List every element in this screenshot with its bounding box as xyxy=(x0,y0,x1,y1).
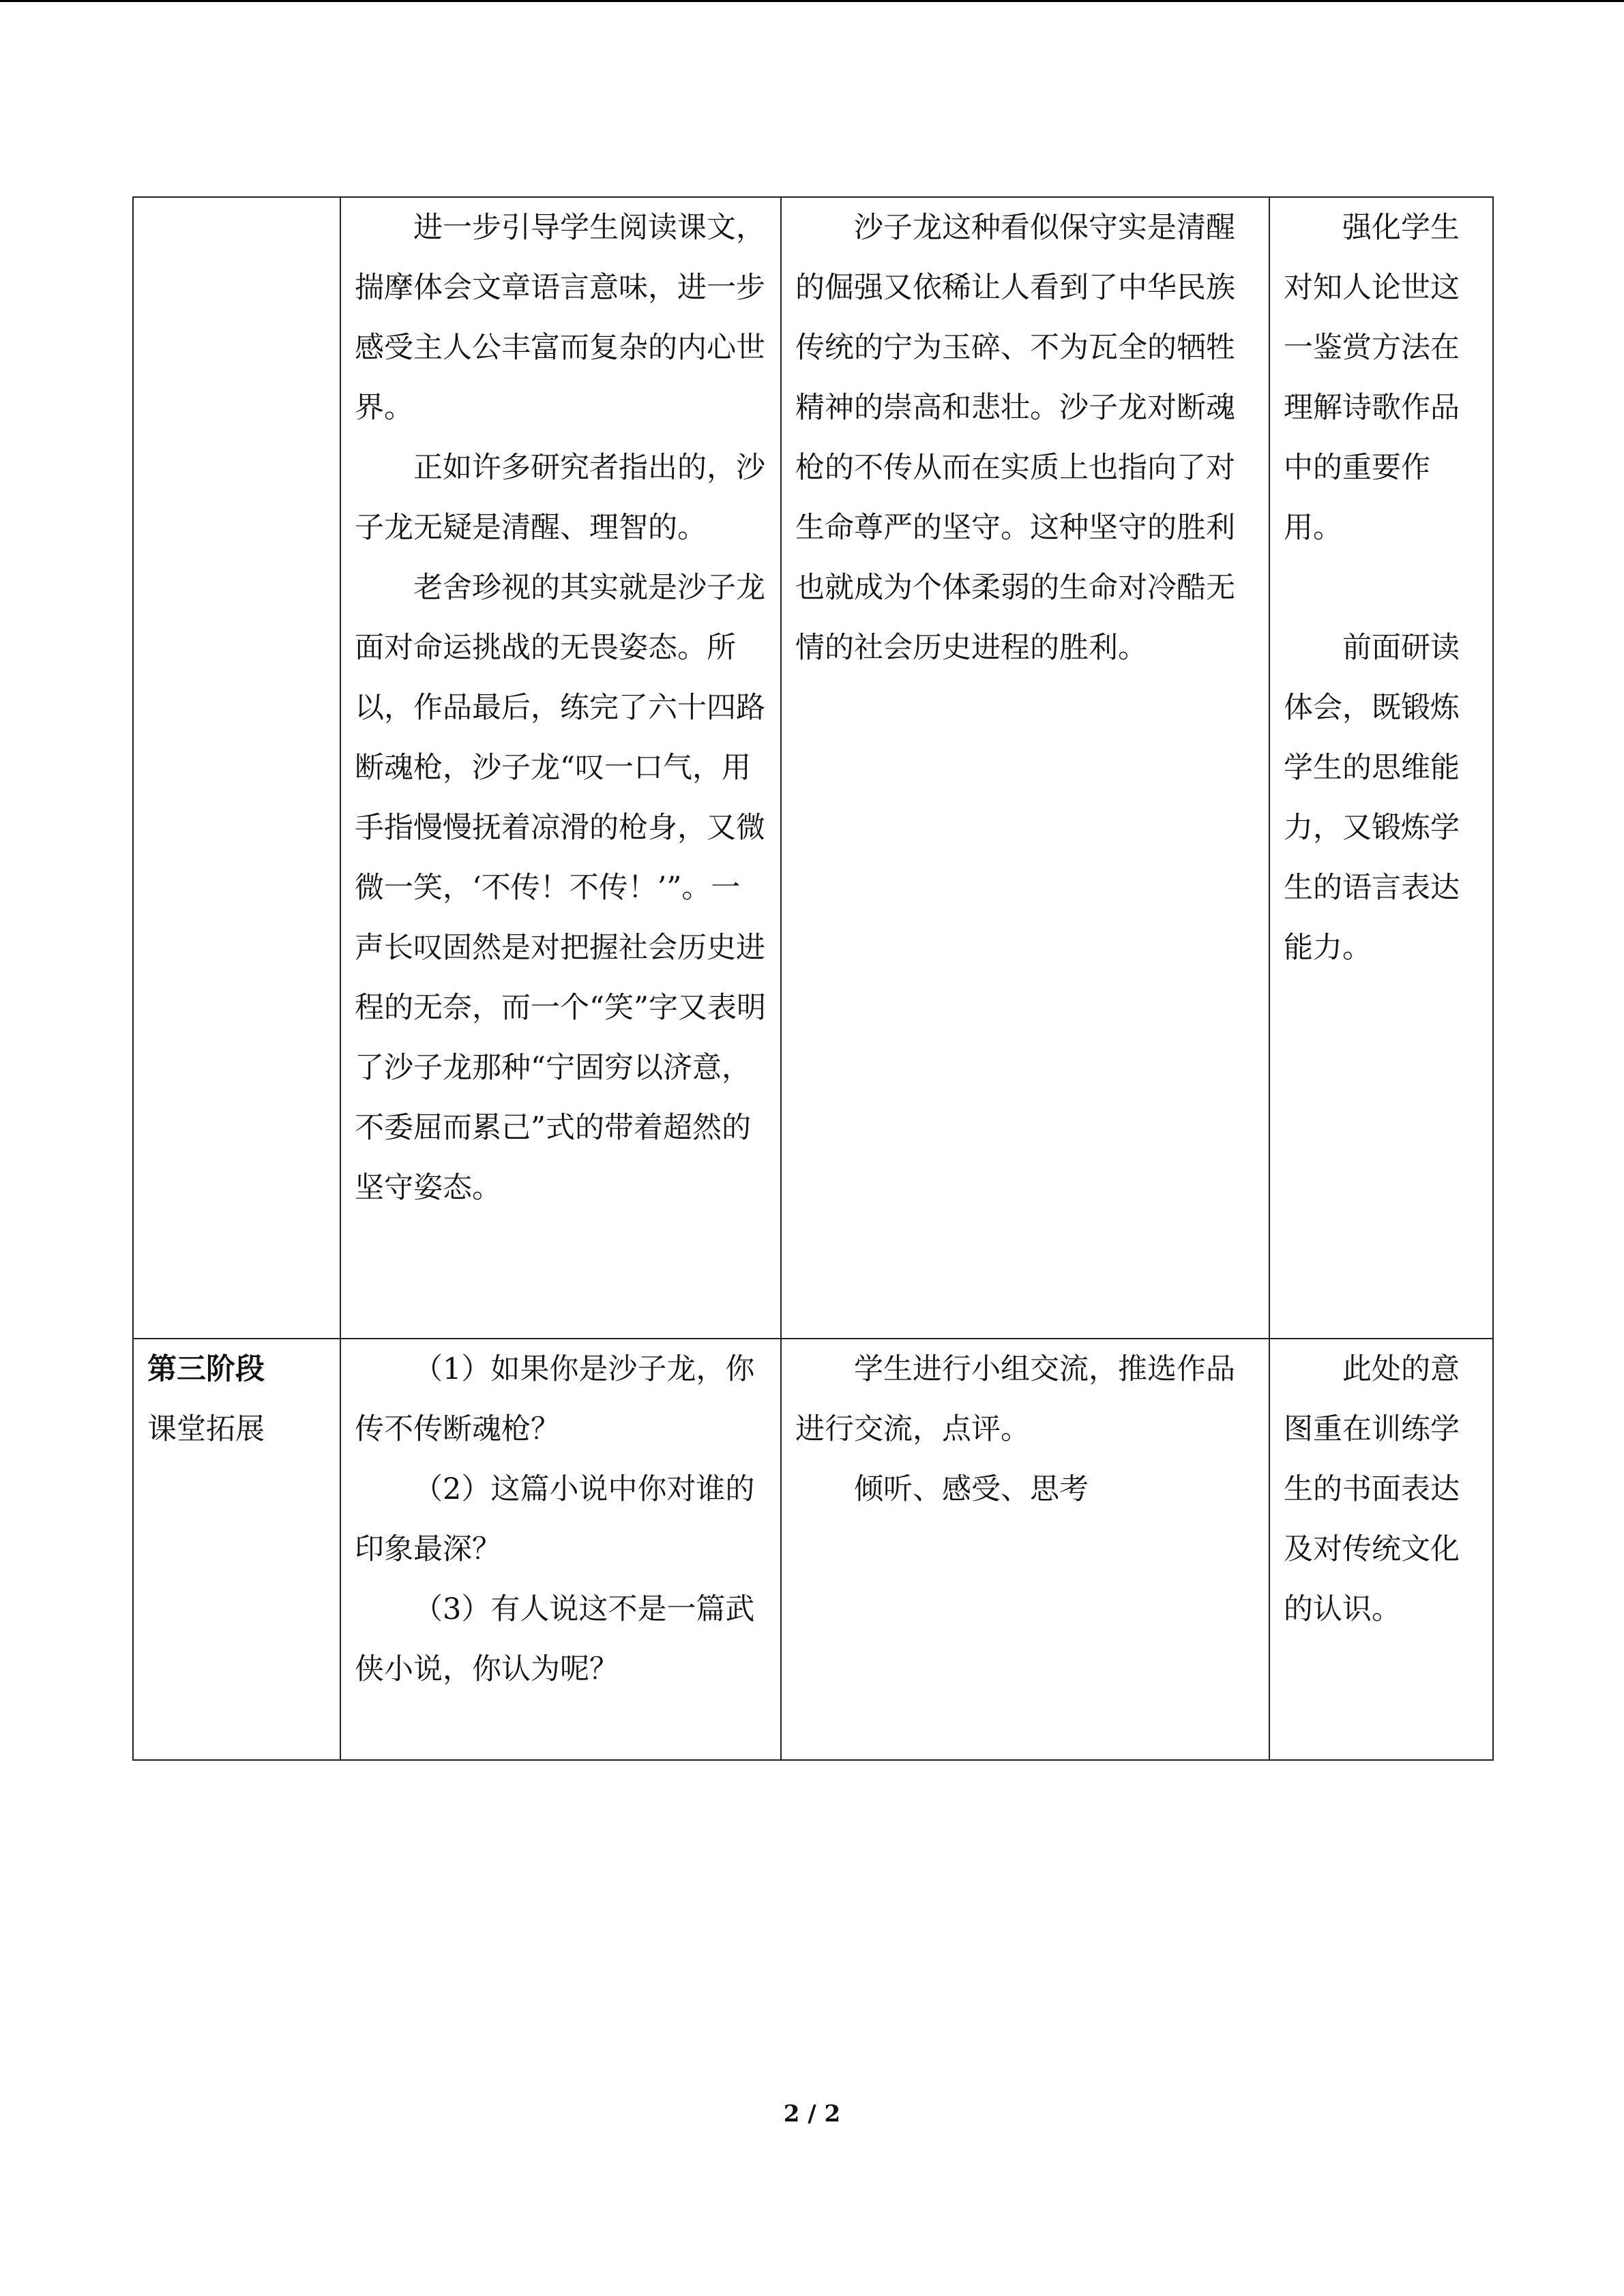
student-activity-cell xyxy=(781,1339,1269,1760)
paragraph: 强化学生对知人论世这一鉴赏方法在理解诗歌作品中的重要作用。 xyxy=(1284,211,1460,545)
teacher-activity-cell xyxy=(340,197,781,1339)
paragraph: （2）这篇小说中你对谁的印象最深？ xyxy=(355,1472,755,1566)
paragraph: 正如许多研究者指出的，沙子龙无疑是清醒、理智的。 xyxy=(355,451,765,545)
paragraph: 此处的意图重在训练学生的书面表达及对传统文化的认识。 xyxy=(1284,1352,1460,1626)
paragraph: 学生进行小组交流，推选作品进行交流，点评。 xyxy=(795,1352,1235,1446)
student-activity-cell xyxy=(781,197,1269,1339)
table-row xyxy=(133,1339,1493,1760)
stage-cell xyxy=(133,197,340,1339)
page-number: 2 / 2 xyxy=(783,2100,841,2128)
paragraph: 老舍珍视的其实就是沙子龙面对命运挑战的无畏姿态。所以，作品最后，练完了六十四路断魂枪，沙子龙“叹一口气，用手指慢慢抚着凉滑的枪身，又微微一笑，‘不传！不传！’”。一声长叹固然是对把握社会历史进程的无奈，而一个“笑”字又表明了沙子龙那种“宁固穷以济意，不委屈而累己”式的带着超然的坚守姿态。 xyxy=(355,571,766,1205)
paragraph: 倾听、感受、思考 xyxy=(854,1472,1089,1506)
paragraph: 沙子龙这种看似保守实是清醒的倔强又依稀让人看到了中华民族传统的宁为玉碎、不为瓦全的牺牲精神的崇高和悲壮。沙子龙对断魂枪的不传从而在实质上也指向了对生命尊严的坚守。这种坚守的胜利也就成为个体柔弱的生命对冷酷无情的社会历史进程的胜利。 xyxy=(795,211,1235,665)
design-intent-cell xyxy=(1269,197,1493,1339)
design-intent-cell xyxy=(1269,1339,1493,1760)
stage-title: 第三阶段 xyxy=(147,1352,265,1386)
lesson-plan-table xyxy=(132,196,1494,1761)
stage-cell xyxy=(133,1339,340,1760)
teacher-activity-cell xyxy=(340,1339,781,1760)
stage-subtitle: 课堂拓展 xyxy=(147,1412,265,1446)
paragraph: （1）如果你是沙子龙，你传不传断魂枪？ xyxy=(355,1352,755,1446)
paragraph: 进一步引导学生阅读课文，揣摩体会文章语言意味，进一步感受主人公丰富而复杂的内心世界。 xyxy=(355,211,765,425)
table-row xyxy=(133,197,1493,1339)
paragraph: （3）有人说这不是一篇武侠小说，你认为呢？ xyxy=(355,1592,755,1686)
paragraph: 前面研读体会，既锻炼学生的思维能力，又锻炼学生的语言表达能力。 xyxy=(1284,631,1460,965)
top-border-line xyxy=(0,0,1624,2)
